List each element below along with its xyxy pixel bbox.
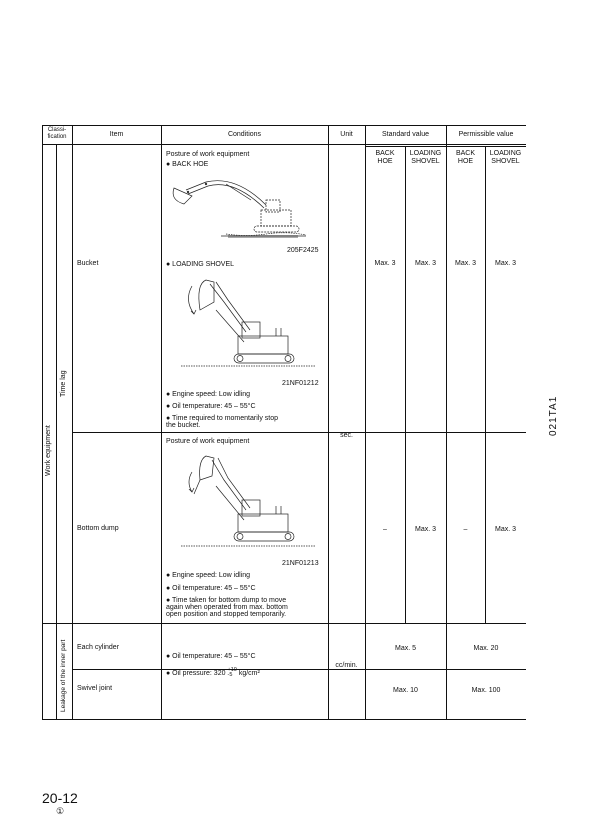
dump-perm-backhoe: – xyxy=(463,526,468,533)
table-bottom-border xyxy=(42,719,526,720)
permissible-col-left xyxy=(446,125,447,719)
dump-condition-3: ● Time taken for bottom dump to move xyxy=(166,597,287,604)
dump-std-backhoe: – xyxy=(383,526,387,533)
side-code: 021TA1 xyxy=(548,395,559,436)
bucket-condition-3: ● Time required to momentarily stop xyxy=(166,415,278,422)
standard-col-left xyxy=(365,125,366,719)
item-bottom-dump: Bottom dump xyxy=(77,525,119,532)
dump-std-loading: Max. 3 xyxy=(414,526,436,533)
row-divider-bottom-dump xyxy=(72,432,526,433)
conditions-col-left xyxy=(161,125,162,719)
header-item: Item xyxy=(109,131,124,138)
dump-condition-1: ● Engine speed: Low idling xyxy=(166,572,251,579)
row-divider-swivel xyxy=(72,669,526,670)
row-divider-leakage xyxy=(42,623,526,624)
class-subcol-divider xyxy=(56,144,57,719)
cylinder-std-value: Max. 5 xyxy=(394,645,416,652)
item-bucket: Bucket xyxy=(77,260,99,267)
loading-shovel-figure xyxy=(166,272,326,372)
class-col-left xyxy=(42,125,43,719)
permissible-subcol-divider xyxy=(485,146,486,623)
leakage-oil-temp: ● Oil temperature: 45 – 55°C xyxy=(166,653,256,660)
item-col-left xyxy=(72,125,73,719)
subheader-perm-loading: LOADING SHOVEL xyxy=(489,150,522,165)
subheader-std-loading: LOADING SHOVEL xyxy=(409,150,442,165)
table-top-border xyxy=(42,125,526,126)
bucket-std-backhoe: Max. 3 xyxy=(374,260,396,267)
header-standard-value: Standard value xyxy=(381,131,430,138)
leakage-unit: cc/min. xyxy=(335,662,358,669)
figure3-code: 21NF01213 xyxy=(282,560,319,567)
page-number: 20-12 xyxy=(42,790,78,806)
header-bottom-border xyxy=(42,144,526,145)
figure1-code: 205F2425 xyxy=(287,247,319,254)
bucket-condition-2: ● Oil temperature: 45 – 55°C xyxy=(166,403,256,410)
leakage-oil-pressure: ● Oil pressure: 320 +10 -5 kg/cm² xyxy=(166,667,260,678)
unit-time: sec. xyxy=(340,432,353,439)
unit-col-left xyxy=(328,125,329,719)
page-mark: ① xyxy=(56,806,65,816)
bucket-backhoe-label: ● BACK HOE xyxy=(166,161,209,168)
swivel-std-value: Max. 10 xyxy=(393,687,418,694)
dump-condition-4: again when operated from max. bottom xyxy=(166,604,288,611)
header-classification: Classi- fication xyxy=(47,127,67,140)
header-permissible-value: Permissible value xyxy=(458,131,514,138)
bucket-condition-1: ● Engine speed: Low idling xyxy=(166,391,251,398)
bucket-std-loading: Max. 3 xyxy=(414,260,436,267)
swivel-perm-value: Max. 100 xyxy=(471,687,501,694)
header-conditions: Conditions xyxy=(227,131,262,138)
bucket-perm-backhoe: Max. 3 xyxy=(454,260,476,267)
item-swivel-joint: Swivel joint xyxy=(77,685,113,692)
bucket-posture-heading: Posture of work equipment xyxy=(166,151,250,158)
dump-condition-5: open position and stopped temporarily. xyxy=(166,611,287,618)
subheader-std-backhoe: BACK HOE xyxy=(375,150,395,165)
cylinder-perm-value: Max. 20 xyxy=(473,645,499,652)
item-each-cylinder: Each cylinder xyxy=(77,644,120,651)
figure2-code: 21NF01212 xyxy=(282,380,319,387)
bottom-dump-posture-heading: Posture of work equipment xyxy=(166,438,250,445)
header-unit: Unit xyxy=(340,131,353,138)
backhoe-posture-figure xyxy=(166,170,326,245)
dump-condition-2: ● Oil temperature: 45 – 55°C xyxy=(166,585,256,592)
bucket-perm-loading: Max. 3 xyxy=(494,260,516,267)
bucket-loading-label: ● LOADING SHOVEL xyxy=(166,261,235,268)
label-work-equipment: Work equipment xyxy=(45,425,52,476)
subheader-perm-backhoe: BACK HOE xyxy=(455,150,476,165)
bottom-dump-figure xyxy=(166,450,326,550)
label-leakage: Leakage of the inner part xyxy=(60,639,67,712)
standard-subcol-divider xyxy=(405,146,406,623)
dump-perm-loading: Max. 3 xyxy=(494,526,516,533)
bucket-condition-4: the bucket. xyxy=(166,422,201,429)
label-time-lag: Time lag xyxy=(60,370,67,397)
